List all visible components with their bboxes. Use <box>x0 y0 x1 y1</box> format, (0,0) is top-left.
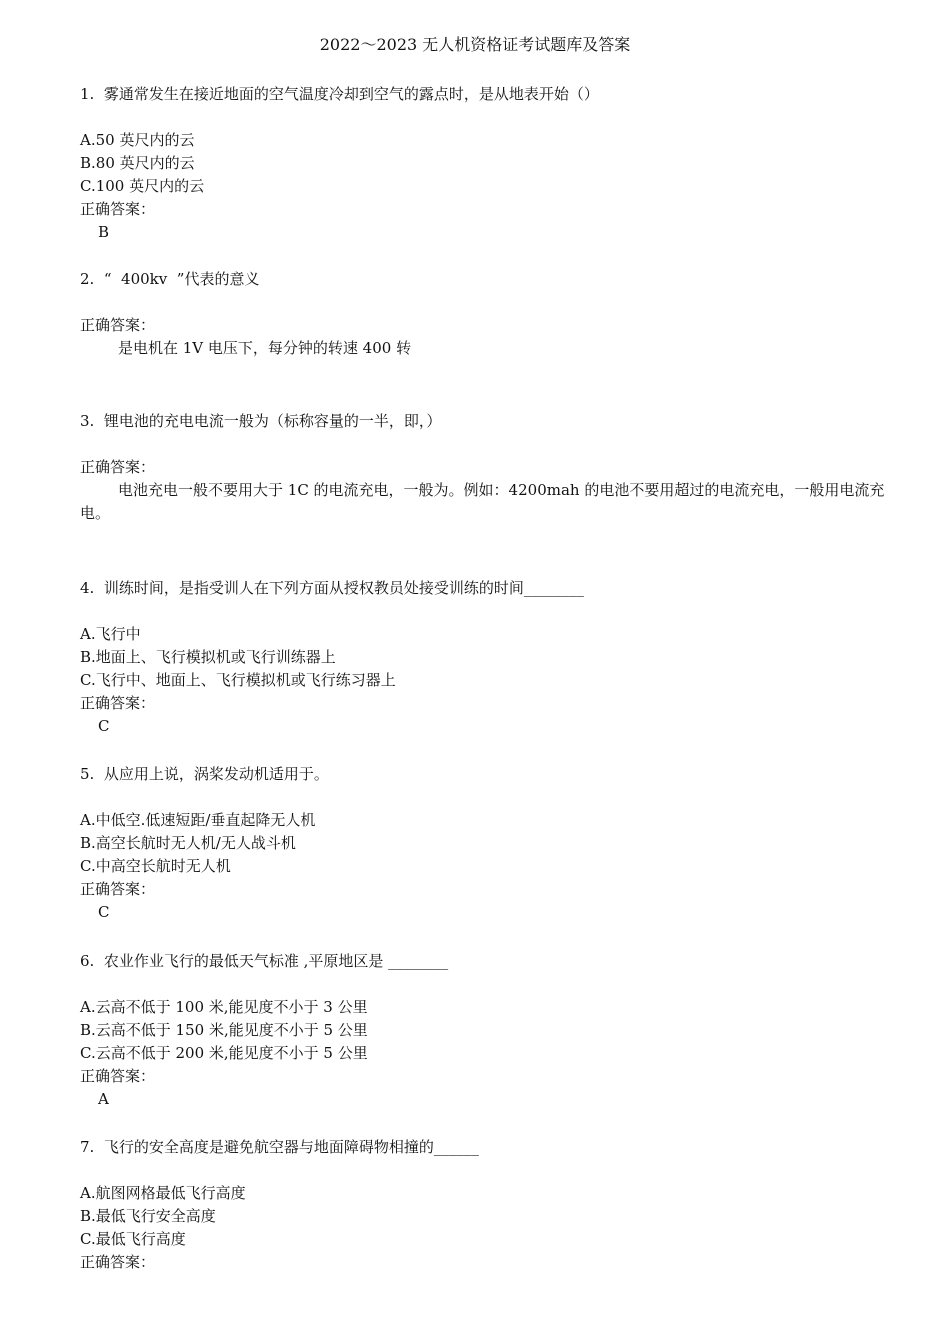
question-stem: 2. “ 400kv ”代表的意义 <box>80 270 260 288</box>
answer-value: C <box>98 903 110 921</box>
option-c: C.最低飞行高度 <box>80 1230 186 1248</box>
question-1 <box>80 83 890 244</box>
options-list <box>80 809 890 878</box>
question-stem: 1. 雾通常发生在接近地面的空气温度冷却到空气的露点时，是从地表开始（） <box>80 85 599 103</box>
option-b: B.高空长航时无人机/无人战斗机 <box>80 834 296 852</box>
question-7 <box>80 1136 890 1274</box>
answer-value: 电池充电一般不要用大于 1C 的电流充电，一般为。例如：4200mah 的电池不要用超过的电流充电，一般用电流充电。 <box>80 481 885 522</box>
question-2 <box>80 268 890 360</box>
answer-value: 是电机在 1V 电压下，每分钟的转速 400 转 <box>118 339 412 357</box>
question-4 <box>80 577 890 738</box>
answer-value: A <box>98 1090 109 1108</box>
options-list <box>80 129 890 198</box>
options-list <box>80 623 890 692</box>
option-b: B.最低飞行安全高度 <box>80 1207 216 1225</box>
answer-label: 正确答案： <box>80 316 156 334</box>
answer-label: 正确答案： <box>80 694 156 712</box>
question-stem: 4. 训练时间，是指受训人在下列方面从授权教员处接受训练的时间________ <box>80 579 584 597</box>
option-c: C.飞行中、地面上、飞行模拟机或飞行练习器上 <box>80 671 396 689</box>
options-list <box>80 1182 890 1251</box>
document-title: 2022～2023 无人机资格证考试题库及答案 <box>319 35 631 54</box>
question-stem: 5. 从应用上说，涡桨发动机适用于。 <box>80 765 329 783</box>
option-c: C.100 英尺内的云 <box>80 177 205 195</box>
question-stem: 3. 锂电池的充电电流一般为（标称容量的一半，即，） <box>80 412 442 430</box>
option-a: A.航图网格最低飞行高度 <box>80 1184 246 1202</box>
answer-label: 正确答案： <box>80 458 156 476</box>
question-stem: 6. 农业作业飞行的最低天气标准 ,平原地区是 ________ <box>80 952 449 970</box>
answer-label: 正确答案： <box>80 200 156 218</box>
option-a: A.中低空.低速短距/垂直起降无人机 <box>80 811 316 829</box>
option-c: C.中高空长航时无人机 <box>80 857 231 875</box>
answer-value: C <box>98 717 110 735</box>
answer-value: B <box>98 223 110 241</box>
answer-label: 正确答案： <box>80 880 156 898</box>
options-list <box>80 996 890 1065</box>
question-stem: 7. 飞行的安全高度是避免航空器与地面障碍物相撞的______ <box>80 1138 479 1156</box>
question-3 <box>80 410 890 525</box>
answer-label: 正确答案： <box>80 1067 156 1085</box>
option-b: B.云高不低于 150 米,能见度不小于 5 公里 <box>80 1021 368 1039</box>
question-6 <box>80 950 890 1111</box>
option-b: B.80 英尺内的云 <box>80 154 195 172</box>
option-a: A.50 英尺内的云 <box>80 131 195 149</box>
question-5 <box>80 763 890 924</box>
option-b: B.地面上、飞行模拟机或飞行训练器上 <box>80 648 336 666</box>
option-c: C.云高不低于 200 米,能见度不小于 5 公里 <box>80 1044 368 1062</box>
option-a: A.云高不低于 100 米,能见度不小于 3 公里 <box>80 998 368 1016</box>
option-a: A.飞行中 <box>80 625 141 643</box>
answer-label: 正确答案： <box>80 1253 156 1271</box>
